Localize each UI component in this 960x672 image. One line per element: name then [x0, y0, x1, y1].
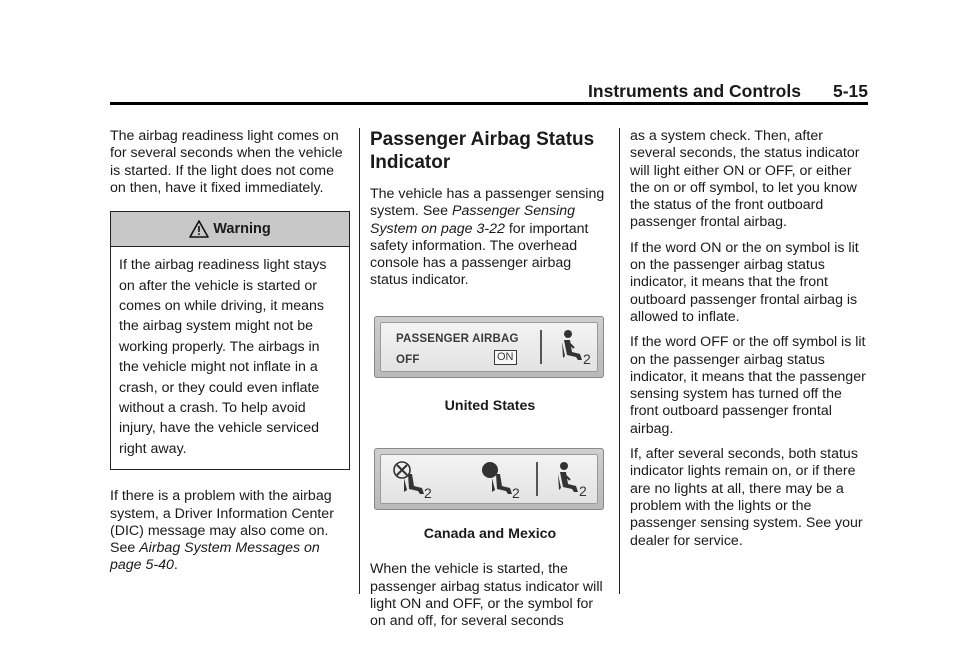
warning-body: If the airbag readiness light stays on after the vehicle is started or comes on while driving, it means the airbag system might not be working properly. The airbags in the vehicle might not inflate in a crash, or they could even inflate without a crash. To help avoid injury, have the vehicle serviced right away. — [119, 257, 327, 457]
seated-passenger-icon — [548, 460, 592, 500]
airbag-off-icon — [390, 460, 438, 500]
column-divider — [359, 128, 360, 594]
warning-triangle-icon — [189, 221, 213, 237]
column-3 — [630, 128, 870, 550]
warning-box — [110, 211, 350, 470]
us-caption: United States — [444, 397, 536, 414]
seated-passenger-icon — [552, 328, 596, 368]
header-rule — [110, 102, 868, 105]
dic-paragraph: If there is a problem with the airbag system, a Driver Information Center (DIC) message may also come on. See Airbag System Messages on page 5-40. — [110, 488, 334, 574]
panel-divider — [536, 462, 538, 496]
sensing-reference: Passenger Sensing System on page 3-22 — [370, 203, 576, 237]
warning-header — [111, 212, 349, 247]
intro-paragraph: The airbag readiness light comes on for several seconds when the vehicle is started. If the light does not come on then, have it fixed immediately. — [110, 128, 343, 196]
canada-indicator-panel — [374, 448, 604, 510]
panel-divider — [540, 330, 542, 364]
warning-title: Warning — [213, 221, 271, 238]
us-indicator-panel — [374, 316, 604, 378]
airbag-on-icon — [478, 460, 526, 500]
column-1 — [110, 128, 350, 575]
intro-paragraph-2: The vehicle has a passenger sensing system. See Passenger Sensing System on page 3-22 for important safety information. The overhead console has a passenger airbag status indicator. — [370, 186, 605, 289]
section-title: Instruments and Controls — [588, 81, 801, 101]
paragraph-system-check: as a system check. Then, after several seconds, the status indicator will light either ON or OFF, or either the on or off symbol, to let you know the status of the front outboard passenger frontal airbag. — [630, 128, 860, 231]
page-header — [110, 80, 868, 102]
page-number: 5-15 — [832, 81, 868, 101]
startup-paragraph: When the vehicle is started, the passenger airbag status indicator will light ON and OFF, or the symbol for on and off, for several seconds — [370, 561, 603, 630]
panel-off-label: OFF — [396, 353, 420, 366]
seat-number: 2 — [583, 350, 591, 367]
svg-text:2: 2 — [579, 483, 587, 500]
panel-title: PASSENGER AIRBAG — [396, 332, 519, 345]
column-divider — [619, 128, 620, 594]
dic-reference: Airbag System Messages on page 5-40 — [110, 540, 320, 574]
panel-on-label: ON — [494, 350, 517, 365]
section-heading: Passenger Airbag Status Indicator — [370, 129, 595, 173]
svg-text:2: 2 — [424, 485, 432, 501]
canada-caption: Canada and Mexico — [423, 526, 557, 543]
paragraph-on: If the word ON or the on symbol is lit on the passenger airbag status indicator, it means that the front outboard passenger frontal airbag is allowed to inflate. — [630, 239, 859, 325]
paragraph-problem: If, after several seconds, both status indicator lights remain on, or if there are no lights at all, there may be a problem with the lights or the passenger sensing system. See your dealer for service. — [630, 446, 863, 549]
svg-text:2: 2 — [512, 485, 520, 501]
paragraph-off: If the word OFF or the off symbol is lit on the passenger airbag status indicator, it means that the passenger sensing system has turned off the front outboard passenger frontal airbag. — [630, 334, 866, 437]
column-2 — [370, 128, 610, 631]
